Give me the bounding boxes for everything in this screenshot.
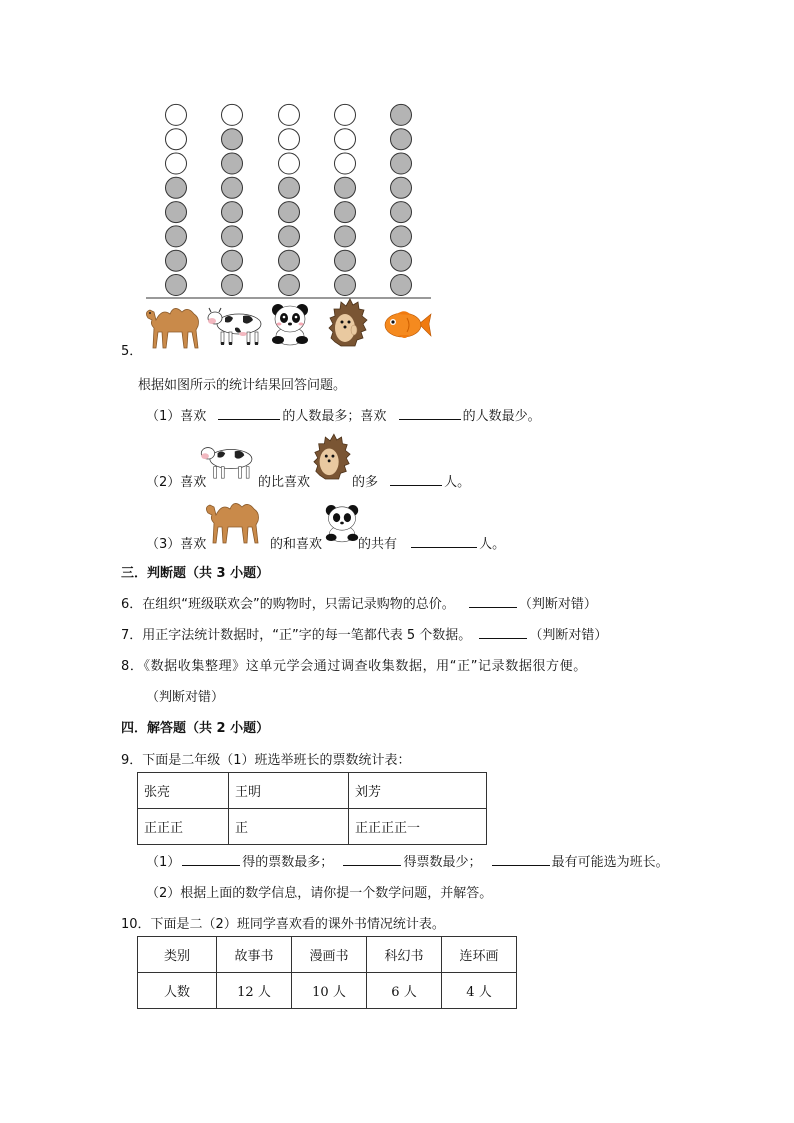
- vote-table: [137, 772, 487, 845]
- table-cell: 正正正: [138, 809, 229, 845]
- section3-title: 三．判断题（共 3 小题）: [121, 566, 270, 581]
- q5-number: 5．: [121, 344, 143, 359]
- camel-icon: [140, 300, 208, 352]
- camel-count-circle: [166, 153, 187, 174]
- table-cell: 漫画书: [292, 937, 367, 973]
- q5-p2-b: 的比喜欢: [258, 475, 311, 490]
- panda-count-circle: [279, 177, 300, 198]
- cow-count-circle: [222, 250, 243, 271]
- answer-blank[interactable]: [492, 853, 550, 866]
- q7-text: 7．用正字法统计数据时，“正”字的每一笔都代表 5 个数据。: [121, 628, 472, 643]
- hedgehog-icon: [327, 298, 369, 350]
- cow-icon: [200, 438, 258, 482]
- q9-text: 9．下面是二年级（1）班选举班长的票数统计表：: [121, 753, 411, 768]
- camel-count-circle: [166, 250, 187, 271]
- goldfish-count-circle: [391, 250, 412, 271]
- q9-p1-b: 得的票数最多；: [242, 855, 334, 870]
- q5-p3-d: 人。: [479, 537, 506, 552]
- table-cell: 6 人: [367, 973, 442, 1009]
- table-cell: 张亮: [138, 773, 229, 809]
- goldfish-count-circle: [391, 153, 412, 174]
- q5-p1-a: （1）喜欢: [146, 409, 207, 424]
- q10-text: 10．下面是二（2）班同学喜欢看的课外书情况统计表。: [121, 917, 445, 932]
- hedgehog-count-circle: [335, 226, 356, 247]
- camel-count-circle: [166, 275, 187, 296]
- table-cell: 10 人: [292, 973, 367, 1009]
- hedgehog-count-circle: [335, 177, 356, 198]
- panda-count-circle: [279, 275, 300, 296]
- panda-count-circle: [279, 153, 300, 174]
- goldfish-count-circle: [391, 275, 412, 296]
- q6-suffix: （判断对错）: [518, 597, 597, 612]
- hedgehog-count-circle: [335, 104, 356, 125]
- answer-blank[interactable]: [411, 535, 477, 548]
- q7: [121, 624, 607, 643]
- table-cell: 科幻书: [367, 937, 442, 973]
- q5-p3-c-text: 的共有: [358, 537, 398, 552]
- goldfish-count-circle: [391, 129, 412, 150]
- cow-icon: [207, 302, 267, 348]
- hedgehog-count-circle: [335, 250, 356, 271]
- q9-p1-c: 得票数最少；: [403, 855, 482, 870]
- table-cell: 12 人: [217, 973, 292, 1009]
- q8-suffix: （判断对错）: [146, 690, 225, 705]
- panda-count-circle: [279, 226, 300, 247]
- q9-p1-d: 最有可能选为班长。: [551, 855, 669, 870]
- cow-count-circle: [222, 226, 243, 247]
- table-cell: 刘芳: [349, 773, 487, 809]
- goldfish-count-circle: [391, 226, 412, 247]
- camel-count-circle: [166, 202, 187, 223]
- q5-p2-c: [352, 471, 470, 490]
- camel-count-circle: [166, 177, 187, 198]
- q6-text: 6．在组织“班级联欢会”的购物时，只需记录购物的总价。: [121, 597, 455, 612]
- panda-count-circle: [279, 250, 300, 271]
- table-cell: 人数: [138, 973, 217, 1009]
- table-row: [138, 937, 517, 973]
- camel-icon: [200, 494, 268, 548]
- answer-blank[interactable]: [399, 407, 461, 420]
- q5-p3-b: 的和喜欢: [270, 537, 323, 552]
- cow-count-circle: [222, 129, 243, 150]
- q9-p1-a: （1）: [146, 855, 181, 870]
- cow-count-circle: [222, 153, 243, 174]
- q5-p2-c-text: 的多: [352, 475, 379, 490]
- panda-icon: [324, 502, 360, 544]
- panda-icon: [270, 302, 310, 346]
- q5-part1: [146, 405, 541, 424]
- hedgehog-icon: [312, 432, 352, 484]
- cow-count-circle: [222, 275, 243, 296]
- q5-p2-a: （2）喜欢: [146, 475, 207, 490]
- q5-p2-d: 人。: [444, 475, 471, 490]
- q5-p1-b: 的人数最多；喜欢: [282, 409, 387, 424]
- hedgehog-count-circle: [335, 275, 356, 296]
- panda-count-circle: [279, 202, 300, 223]
- q5-intro: 根据如图所示的统计结果回答问题。: [138, 378, 347, 393]
- table-cell: 类别: [138, 937, 217, 973]
- answer-blank[interactable]: [479, 626, 527, 639]
- q5-p3-c: [358, 533, 505, 552]
- section4-title: 四．解答题（共 2 小题）: [121, 721, 270, 736]
- table-cell: 连环画: [442, 937, 517, 973]
- q8-text: 8．《数据收集整理》这单元学会通过调查收集数据，用“正”记录数据很方便。: [121, 659, 587, 674]
- cow-count-circle: [222, 177, 243, 198]
- camel-count-circle: [166, 104, 187, 125]
- q5-p3-a: （3）喜欢: [146, 537, 207, 552]
- table-cell: 正: [229, 809, 349, 845]
- hedgehog-count-circle: [335, 202, 356, 223]
- answer-blank[interactable]: [182, 853, 240, 866]
- answer-blank[interactable]: [343, 853, 401, 866]
- table-row: [138, 973, 517, 1009]
- hedgehog-count-circle: [335, 129, 356, 150]
- camel-count-circle: [166, 226, 187, 247]
- pictograph-chart: [0, 0, 794, 360]
- goldfish-count-circle: [391, 104, 412, 125]
- table-cell: 故事书: [217, 937, 292, 973]
- table-cell: 正正正正一: [349, 809, 487, 845]
- cow-count-circle: [222, 202, 243, 223]
- table-cell: 王明: [229, 773, 349, 809]
- q7-suffix: （判断对错）: [529, 628, 608, 643]
- q9-part1: [146, 851, 669, 870]
- q9-part2: （2）根据上面的数学信息，请你提一个数学问题，并解答。: [146, 886, 493, 901]
- answer-blank[interactable]: [218, 407, 280, 420]
- table-cell: 4 人: [442, 973, 517, 1009]
- table-row: [138, 773, 487, 809]
- panda-count-circle: [279, 129, 300, 150]
- camel-count-circle: [166, 129, 187, 150]
- cow-count-circle: [222, 104, 243, 125]
- q6: [121, 593, 597, 612]
- answer-blank[interactable]: [469, 595, 517, 608]
- book-table: [137, 936, 517, 1009]
- q5-p1-c: 的人数最少。: [462, 409, 541, 424]
- goldfish-icon: [383, 308, 433, 342]
- table-row: [138, 809, 487, 845]
- goldfish-count-circle: [391, 177, 412, 198]
- goldfish-count-circle: [391, 202, 412, 223]
- hedgehog-count-circle: [335, 153, 356, 174]
- answer-blank[interactable]: [390, 473, 442, 486]
- panda-count-circle: [279, 104, 300, 125]
